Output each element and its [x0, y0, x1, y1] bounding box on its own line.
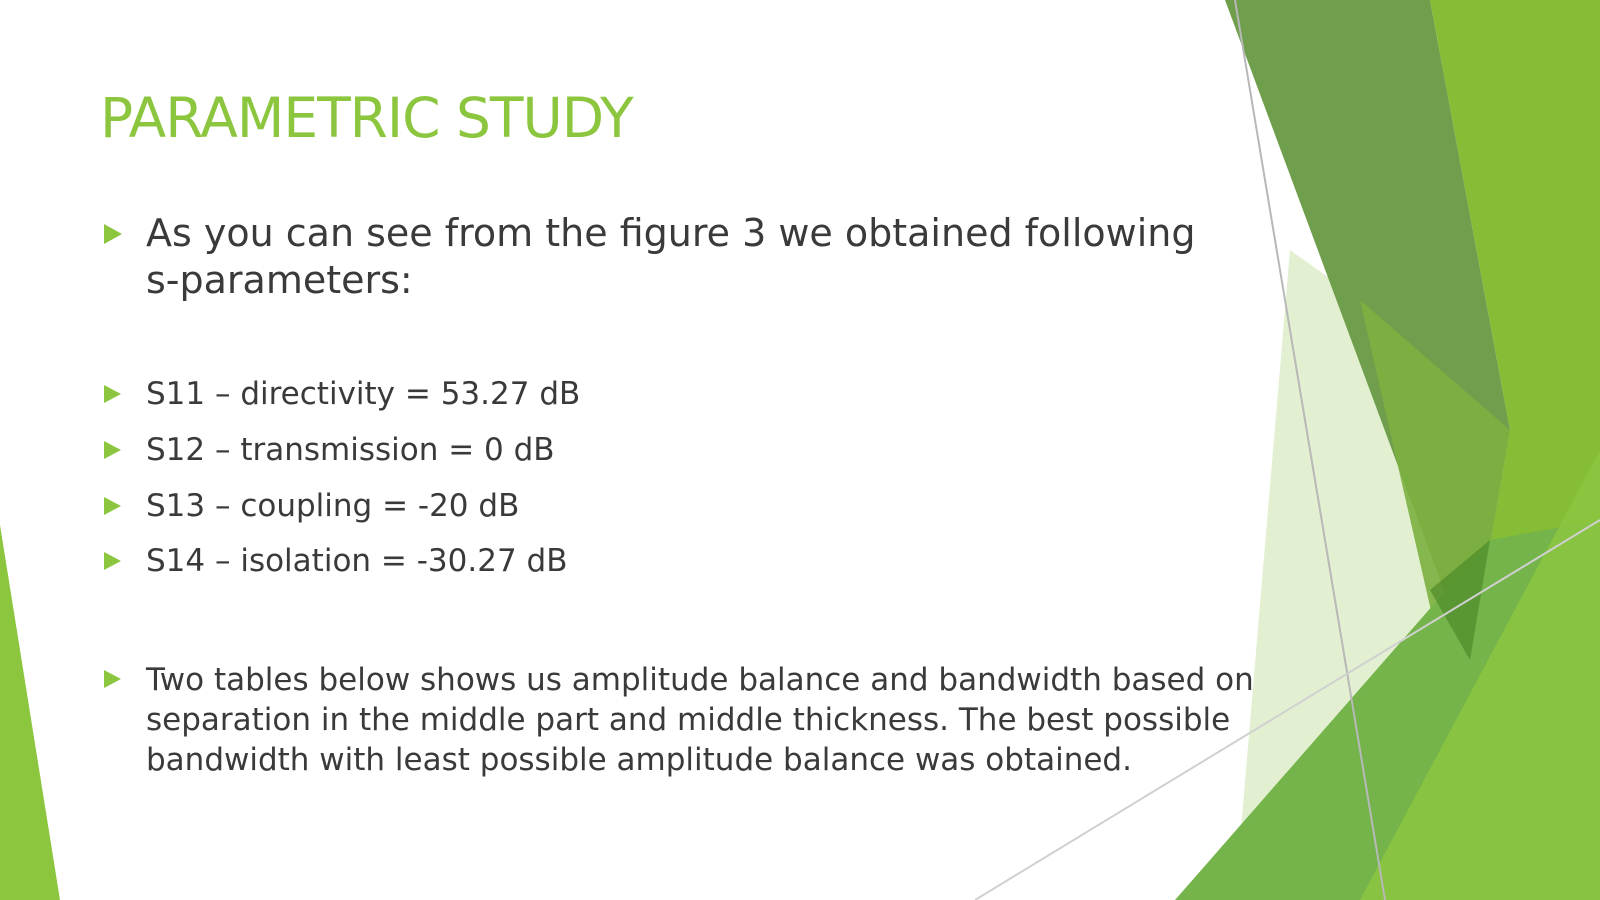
bullet-arrow-icon: [104, 441, 121, 459]
outro-line-3: bandwidth with least possible amplitude balance was obtained.: [146, 742, 1132, 778]
s12-text: S12 – transmission = 0 dB: [146, 432, 555, 468]
bullet-arrow-icon: [104, 670, 121, 688]
s11-text: S11 – directivity = 53.27 dB: [146, 376, 581, 412]
bullet-arrow-icon: [104, 552, 121, 570]
outro-line-2: separation in the middle part and middle thickness. The best possible: [146, 702, 1231, 738]
intro-line-1: As you can see from the figure 3 we obtained following: [146, 211, 1196, 255]
list-item: [104, 488, 520, 524]
outro-line-1: Two tables below shows us amplitude balance and bandwidth based on: [146, 662, 1254, 698]
intro-text: [146, 210, 1196, 304]
outro-text: [146, 660, 1254, 780]
s13-text: S13 – coupling = -20 dB: [146, 488, 520, 524]
list-item: [104, 543, 568, 579]
list-item: [104, 376, 581, 412]
slide-title: PARAMETRIC STUDY: [100, 86, 633, 150]
s14-text: S14 – isolation = -30.27 dB: [146, 543, 568, 579]
list-item: [104, 432, 555, 468]
intro-line-2: s-parameters:: [146, 258, 413, 302]
outro-bullet: [104, 660, 1254, 778]
intro-bullet: [104, 210, 1196, 302]
bullet-arrow-icon: [104, 385, 121, 403]
left-lime-sliver: [0, 525, 60, 900]
bullet-arrow-icon: [104, 497, 121, 515]
bullet-arrow-icon: [104, 224, 122, 244]
